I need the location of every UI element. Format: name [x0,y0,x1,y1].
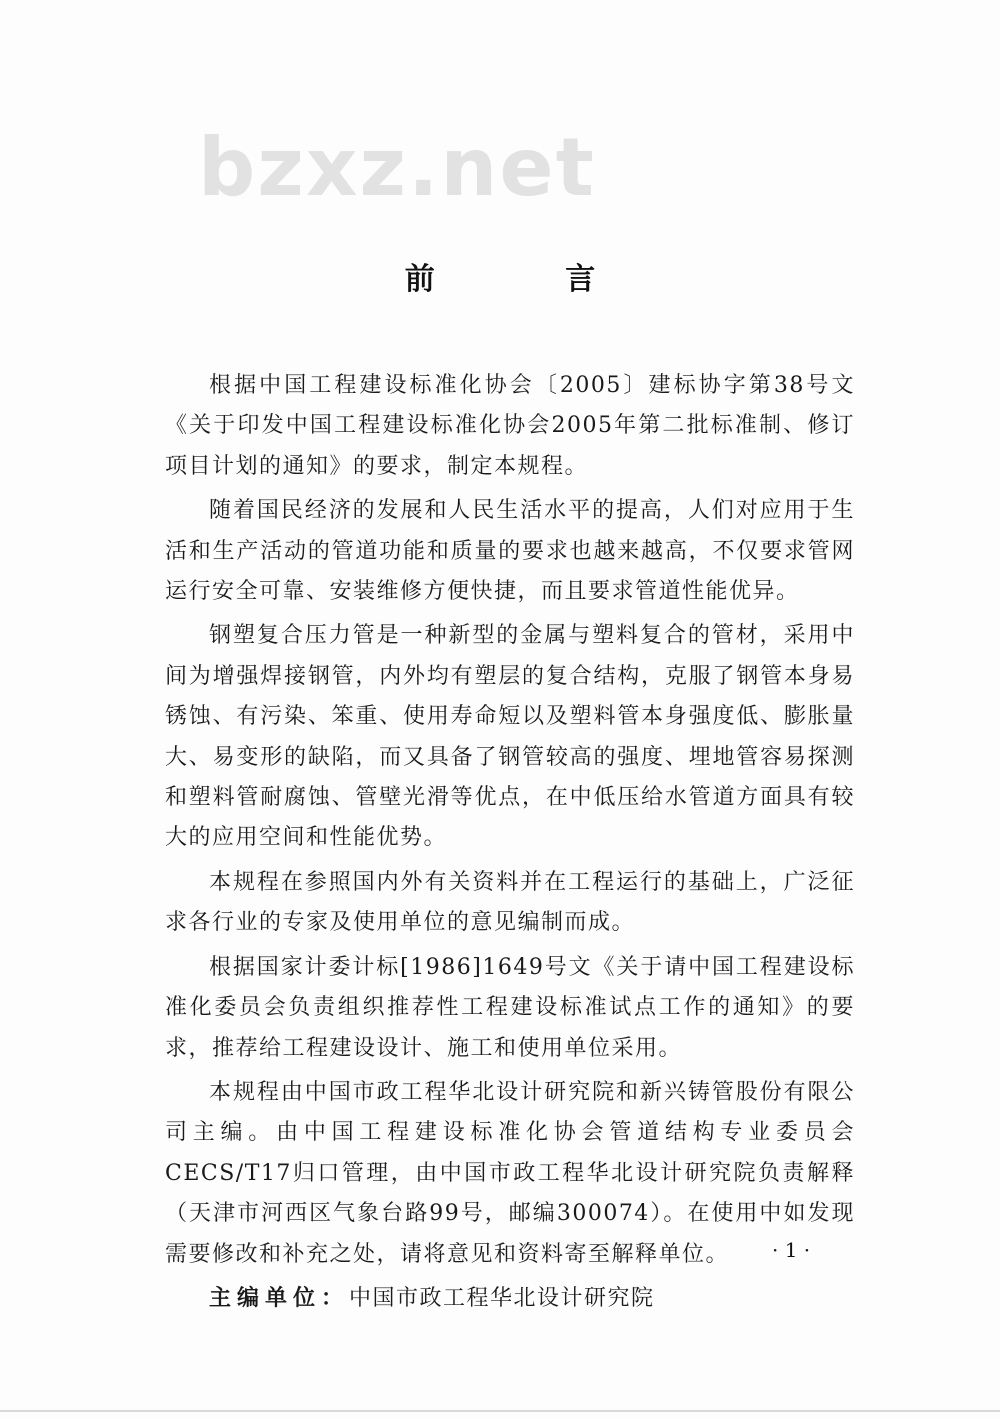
paragraph: 随着国民经济的发展和人民生活水平的提高，人们对应用于生活和生产活动的管道功能和质量的要求也越来越高，不仅要求管网运行安全可靠、安装维修方便快捷，而且要求管道性能优异。 [165,498,855,605]
preface-body [165,366,855,1323]
watermark: bzxz.net [198,121,596,214]
paragraph: 根据国家计委计标[1986]1649号文《关于请中国工程建设标准化委员会负责组织推荐性工程建设标准试点工作的通知》的要求，推荐给工程建设设计、施工和使用单位采用。 [165,954,855,1061]
chief-unit-line [165,1279,855,1319]
chief-unit-label: 主编单位： [209,1285,350,1311]
page-number: · 1 · [772,1238,811,1262]
paragraph: 根据中国工程建设标准化协会〔2005〕建标协字第38号文《关于印发中国工程建设标准化协会2005年第二批标准制、修订项目计划的通知》的要求，制定本规程。 [165,373,855,479]
paragraph: 本规程由中国市政工程华北设计研究院和新兴铸管股份有限公司主编。由中国工程建设标准化协会管道结构专业委员会CECS/T17归口管理，由中国市政工程华北设计研究院负责解释（天津市河西区气象台路99号，邮编300074）。在使用中如发现需要修改和补充之处，请将意见和资料寄至解释单位。 [165,1079,855,1267]
page-title: 前 言 [404,262,656,297]
page-bottom-divider [0,1410,1000,1412]
chief-unit-value: 中国市政工程华北设计研究院 [349,1285,655,1311]
paragraph: 本规程在参照国内外有关资料并在工程运行的基础上，广泛征求各行业的专家及使用单位的意见编制而成。 [165,869,855,936]
paragraph: 钢塑复合压力管是一种新型的金属与塑料复合的管材，采用中间为增强焊接钢管，内外均有塑层的复合结构，克服了钢管本身易锈蚀、有污染、笨重、使用寿命短以及塑料管本身强度低、膨胀量大、易变形的缺陷，而又具备了钢管较高的强度、埋地管容易探测和塑料管耐腐蚀、管壁光滑等优点，在中低压给水管道方面具有较大的应用空间和性能优势。 [165,623,855,851]
